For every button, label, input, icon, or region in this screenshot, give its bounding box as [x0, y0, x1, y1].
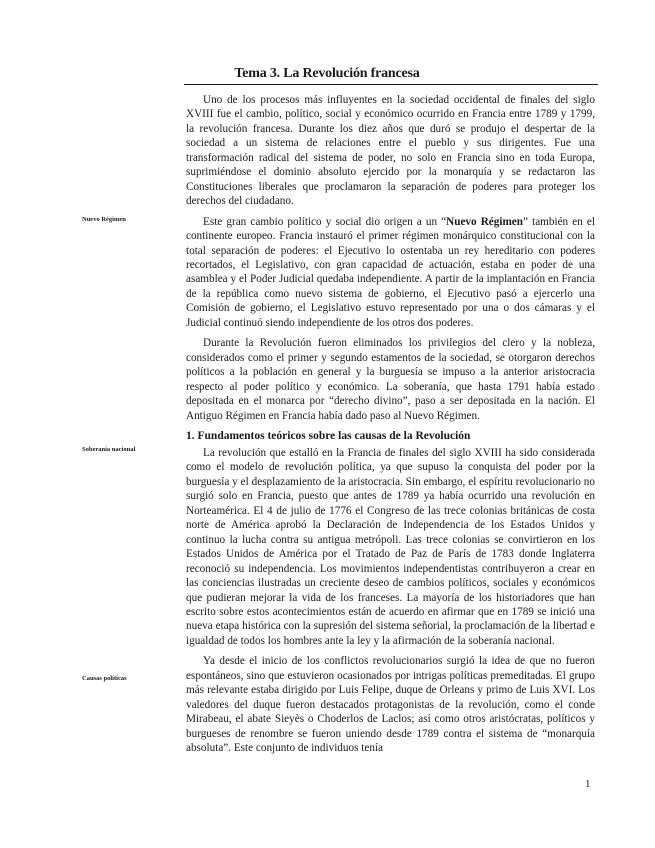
- paragraph-text: también en el continente europeo. Francia instauró el primer régimen monárquico constitucional con la total separación de poderes: el Ejecutivo lo ostentaba un rey hereditario con poderes recortados, el Legislativo, con gran capacidad de actuación, estaba en poder de una asamblea y el Poder Judicial quedaba independiente. A partir de la implantación en Francia de la república como nuevo sistema de gobierno, el Ejecutivo pasó a ejercerlo una Comisión de gobierno, el Legislativo estuvo representado por una o dos cámaras y el Judicial continuó siendo independiente de los otros dos poderes.: [186, 215, 596, 329]
- paragraph-privilegios: Durante la Revolución fueron eliminados los privilegios del clero y la nobleza, considerados como el primer y segundo estamentos de la sociedad, se otorgaron derechos políticos a la población en general y la burguesía se impuso a la anterior aristocracia respecto al poder político y económico. La soberanía, que hasta 1791 había estado depositada en el monarca por “derecho divino”, paso a ser depositada en la nación. El Antiguo Régimen en Francia había dado paso al Nuevo Régimen.: [186, 337, 595, 422]
- paragraph-intro: Uno de los procesos más influyentes en la sociedad occidental de finales del siglo XVIII fue el cambio, político, social y económico ocurrido en Francia entre 1789 y 1799, la revolución francesa. Durante los diez años que duró se produjo el despertar de la sociedad a un sistema de relaciones entre el pueblo y sus dirigentes. Fue una transformación radical del sistema de poder, no solo en Francia sino en toda Europa, suprimiéndose el dominio absoluto ejercido por la monarquía y se redactaron las Constituciones liberales que proclamaron la separación de poderes para proteger los derechos del ciudadano.: [186, 94, 595, 208]
- paragraph-nuevo-regimen: [186, 215, 595, 331]
- nuevo-regimen-term: Nuevo Régimen: [446, 215, 523, 228]
- open-quote: “: [441, 215, 447, 228]
- paragraph-fundamentos: La revolución que estalló en la Francia de finales del siglo XVIII ha sido considerada como el modelo de revolución política, ya que supuso la conquista del poder por la burguesía y el desplazamiento de la aristocracia. Sin embargo, el espíritu revolucionario no surgió solo en Francia, puesto que antes de 1789 ya había ocurrido una revolución en Norteamérica. El 4 de julio de 1776 el Congreso de las trece colonias británicas de costa norte de América aprobó la Declaración de Independencia de los Estados Unidos y continuo la lucha contra su antigua metrópoli. Las trece colonias se convirtieron en los Estados Unidos de América por el Tratado de Paz de París de 1783 donde Inglaterra reconoció su independencia. Los movimientos independentistas contribuyeron a crear en las conciencias ilustradas un creciente deseo de cambios políticos, sociales y económicos que pudieran mejorar la vida de los franceses. La mayoría de los historiadores que han escrito sobre estos acontecimientos están de acuerdo en afirmar que en 1789 se inició una nueva etapa histórica con la supresión del sistema señorial, la proclamación de la libertad e igualdad de todos los hombres ante la ley y la afirmación de la soberanía nacional.: [186, 446, 595, 647]
- paragraph-causas-politicas: Ya desde el inicio de los conflictos revolucionarios surgió la idea de que no fueron espontáneos, sino que estuvieron ocasionados por intrigas políticas premeditadas. El grupo más relevante estaba dirigido por Luis Felipe, duque de Orleans y primo de Luis XVI. Los valedores del duque fueron destacados protagonistas de la revolución, como el conde Mirabeau, el abate Sieyès o Choderlos de Laclos; así como otros aristócratas, políticos y burgueses de renombre se fueron uniendo desde 1789 contra el sistema de “monarquía absoluta”. Este conjunto de individuos tenía: [186, 655, 595, 755]
- body-text: [186, 93, 595, 761]
- margin-note-causas-politicas: Causas políticas: [82, 675, 127, 682]
- title-rule: [184, 84, 598, 85]
- paragraph-text: Este gran cambio político y social dio origen a un: [203, 215, 442, 228]
- page-number: 1: [585, 778, 591, 790]
- margin-note-nuevo-regimen: Nuevo Régimen: [82, 216, 126, 223]
- section-heading: 1. Fundamentos teóricos sobre las causas de la Revolución: [186, 429, 471, 442]
- margin-note-soberania-nacional: Soberanía nacional: [82, 446, 136, 453]
- page-title: Tema 3. La Revolución francesa: [234, 66, 420, 81]
- close-quote: ”: [523, 215, 528, 228]
